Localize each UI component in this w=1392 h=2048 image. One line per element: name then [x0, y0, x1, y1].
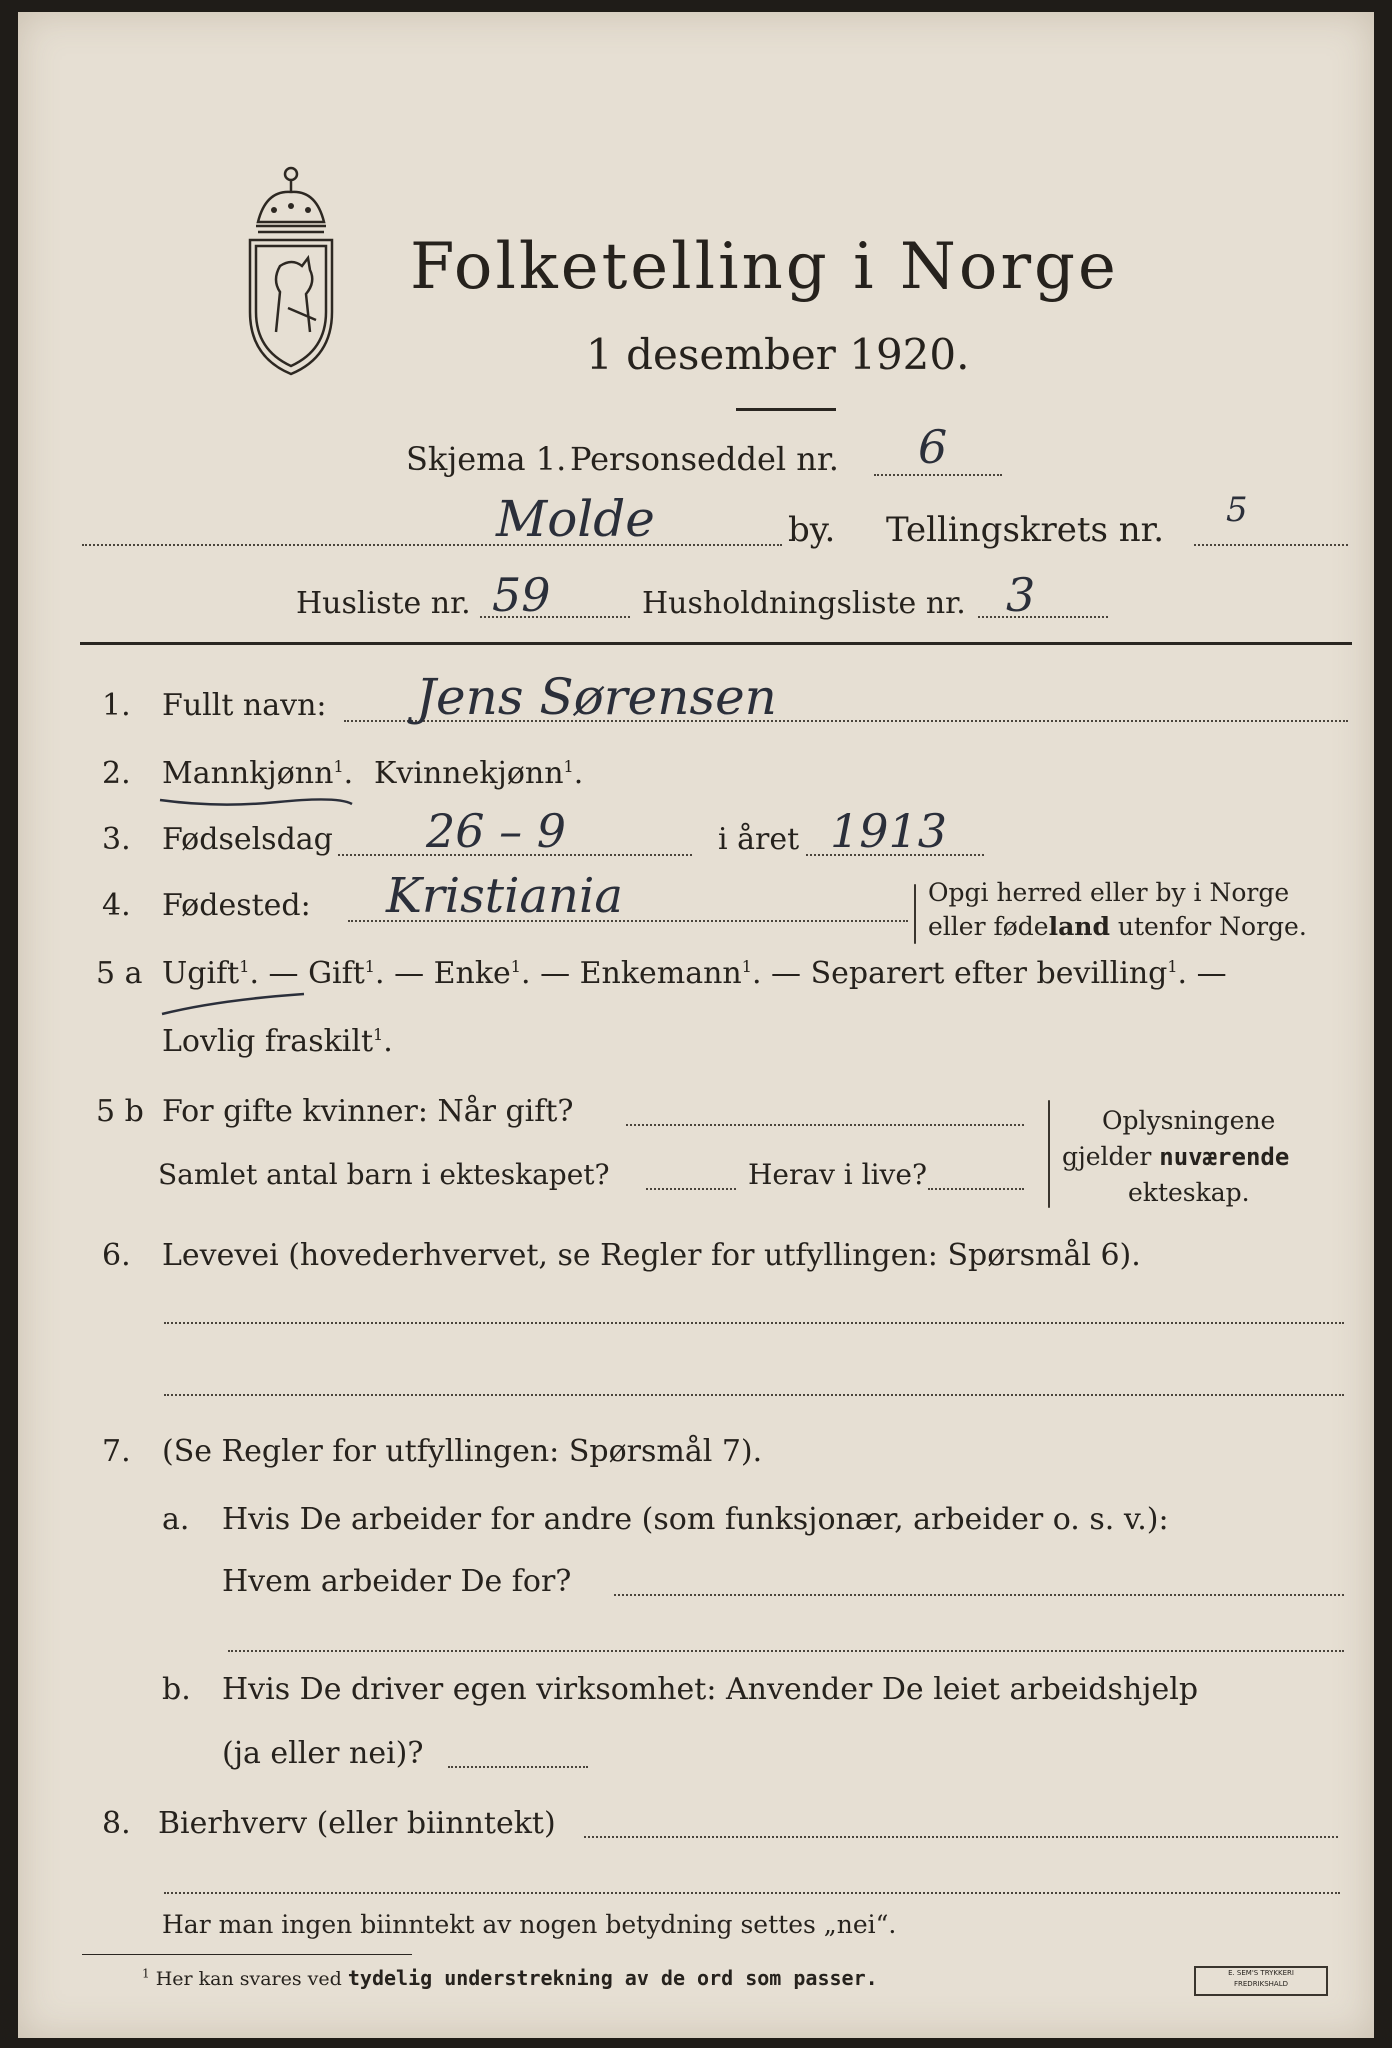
hired-help-field[interactable]	[448, 1766, 588, 1768]
tellingskrets-value: 5	[1226, 490, 1248, 530]
alive-label: Herav i live?	[748, 1158, 927, 1191]
q7a-letter: a.	[162, 1502, 190, 1537]
side-income-field-1[interactable]	[584, 1836, 1338, 1838]
title-divider	[736, 408, 836, 411]
town-field[interactable]	[82, 544, 782, 546]
birthplace-value: Kristiania	[386, 868, 623, 924]
birthdate-value: 26 – 9	[426, 804, 567, 858]
q2-number: 2.	[102, 756, 131, 791]
tellingskrets-label: Tellingskrets nr.	[886, 510, 1165, 550]
q4-label: Fødested:	[162, 888, 311, 923]
by-label: by.	[788, 510, 836, 550]
children-label: Samlet antal barn i ekteskapet?	[158, 1158, 610, 1191]
q5a-number: 5 a	[96, 956, 143, 991]
option-gift[interactable]: Gift$^1$.	[308, 956, 385, 991]
q1-number: 1.	[102, 688, 131, 723]
tellingskrets-field[interactable]	[1194, 544, 1348, 546]
coat-of-arms-icon	[236, 162, 346, 382]
q3-label: Fødselsdag	[162, 822, 333, 857]
birth-year-value: 1913	[830, 804, 948, 858]
q4-note-brace	[914, 884, 916, 944]
q4-note-line1: Opgi herred eller by i Norge	[928, 878, 1290, 907]
personseddel-field[interactable]	[874, 474, 1002, 476]
option-ugift[interactable]: Ugift$^1$.	[162, 956, 259, 991]
printer-stamp-line1: E. SEM'S TRYKKERI	[1228, 1969, 1294, 1977]
q5b-note-line3: ekteskap.	[1128, 1178, 1250, 1207]
employer-field-2[interactable]	[228, 1650, 1344, 1652]
q4-number: 4.	[102, 888, 131, 923]
q5b-note-line1: Oplysningene	[1102, 1106, 1276, 1135]
husholdning-value: 3	[1006, 568, 1036, 622]
married-when-field[interactable]	[626, 1124, 1024, 1126]
husliste-value: 59	[492, 568, 551, 622]
occupation-field-1[interactable]	[164, 1322, 1344, 1324]
q5b-note-brace	[1048, 1100, 1050, 1208]
q5a-options: Ugift$^1$. — Gift$^1$. — Enke$^1$. — Enkemann$^1$. — Separert efter bevilling$^1$. —	[162, 956, 1227, 991]
q5b-note-line2: gjelder nuværende	[1062, 1142, 1290, 1171]
q2-option-female[interactable]: Kvinnekjønn$^1$.	[374, 756, 584, 791]
footnote-separator	[82, 1954, 412, 1955]
male-selection-underline	[158, 794, 354, 810]
husliste-label: Husliste nr.	[296, 586, 471, 621]
q3-number: 3.	[102, 822, 131, 857]
census-date: 1 desember 1920.	[586, 330, 970, 379]
option-enkemann[interactable]: Enkemann$^1$.	[579, 956, 762, 991]
q6-number: 6.	[102, 1238, 131, 1273]
printer-stamp	[1194, 1966, 1328, 1996]
q7b-text: Hvis De driver egen virksomhet: Anvender De leiet arbeidshjelp	[222, 1672, 1199, 1707]
footnote: $^1$ Her kan svares ved tydelig understrekning av de ord som passer.	[142, 1966, 878, 1990]
option-lovlig-fraskilt[interactable]: Lovlig fraskilt$^1$.	[162, 1024, 393, 1059]
q7a-question: Hvem arbeider De for?	[222, 1564, 572, 1599]
header-separator	[80, 642, 1352, 645]
town-value: Molde	[496, 490, 655, 548]
q7-number: 7.	[102, 1434, 131, 1469]
alive-field[interactable]	[928, 1188, 1024, 1190]
q5b-label: For gifte kvinner: Når gift?	[162, 1094, 574, 1129]
q8-number: 8.	[102, 1806, 131, 1841]
year-label: i året	[718, 822, 800, 857]
personseddel-value: 6	[918, 420, 948, 474]
husholdning-label: Husholdningsliste nr.	[642, 586, 966, 621]
q7b-letter: b.	[162, 1672, 191, 1707]
q7b-question: (ja eller nei)?	[222, 1736, 424, 1771]
printer-stamp-line2: FREDRIKSHALD	[1233, 1980, 1288, 1988]
option-enke[interactable]: Enke$^1$.	[433, 956, 531, 991]
q7-label: (Se Regler for utfyllingen: Spørsmål 7).	[162, 1434, 763, 1469]
occupation-field-2[interactable]	[164, 1394, 1344, 1396]
q8-label: Bierhverv (eller biinntekt)	[158, 1806, 556, 1841]
q4-note-line2: eller fødeland utenfor Norge.	[928, 912, 1307, 941]
q2-option-male[interactable]: Mannkjønn$^1$.	[162, 756, 354, 791]
bottom-note: Har man ingen biinntekt av nogen betydning settes „nei“.	[162, 1910, 897, 1939]
q1-label: Fullt navn:	[162, 688, 327, 723]
husholdning-field[interactable]	[978, 616, 1108, 618]
personseddel-label: Personseddel nr.	[570, 440, 839, 478]
form-title: Folketelling i Norge	[410, 230, 1119, 304]
side-income-field-2[interactable]	[164, 1892, 1340, 1894]
option-separert[interactable]: Separert efter bevilling$^1$.	[810, 956, 1188, 991]
census-form	[18, 12, 1374, 2038]
q6-label: Levevei (hovederhvervet, se Regler for utfyllingen: Spørsmål 6).	[162, 1238, 1141, 1273]
q7a-text: Hvis De arbeider for andre (som funksjonær, arbeider o. s. v.):	[222, 1502, 1169, 1537]
ugift-selection-underline	[158, 990, 308, 1020]
full-name-value: Jens Sørensen	[416, 668, 777, 726]
employer-field-1[interactable]	[614, 1594, 1344, 1596]
children-field[interactable]	[646, 1188, 736, 1190]
skjema-label: Skjema 1.	[406, 440, 567, 478]
q5b-number: 5 b	[96, 1094, 144, 1129]
